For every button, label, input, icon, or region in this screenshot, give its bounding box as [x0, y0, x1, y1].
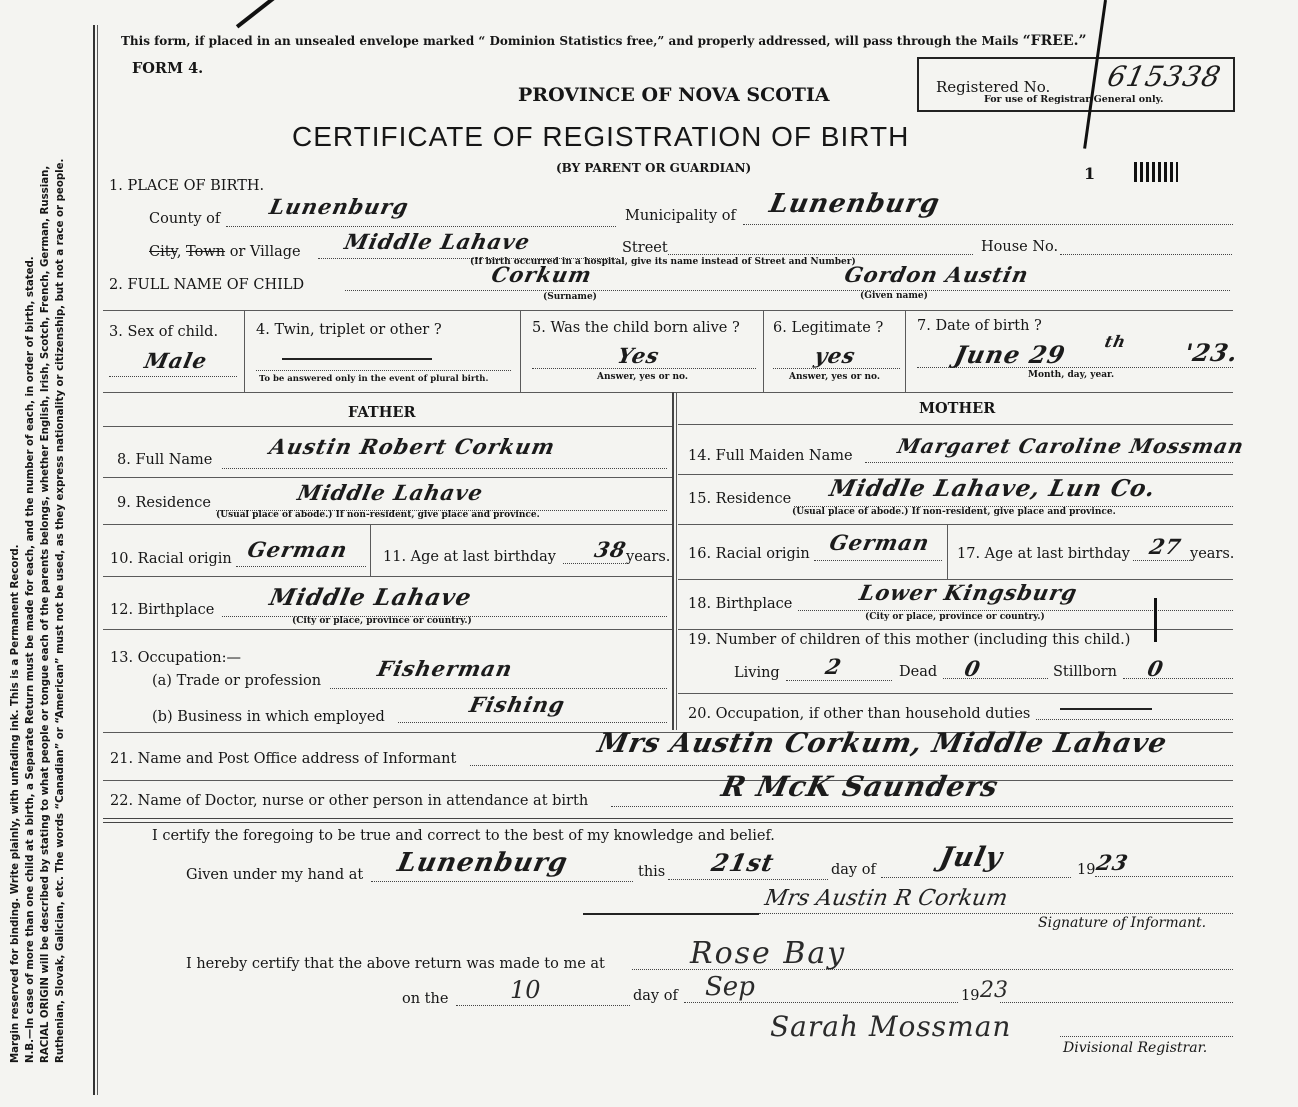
margin-note-2: N.B.—In case of more than one child at a birth, a Separate Return must be made for each, and the number of each, in order of birth, stated. — [25, 256, 36, 1063]
on-the-label: on the — [402, 991, 449, 1007]
twin-note: To be answered only in the event of plural birth. — [259, 374, 489, 384]
trade-label: (a) Trade or profession — [152, 673, 322, 689]
this-label: this — [638, 864, 666, 880]
mother-years-label: years. — [1190, 546, 1235, 562]
child-given-name: Gordon Austin — [842, 262, 1032, 287]
doctor-label: 22. Name of Doctor, nurse or other person in attendance at birth — [110, 793, 589, 809]
alive-label: 5. Was the child born alive ? — [532, 320, 740, 336]
margin-note-1: Margin reserved for binding. Write plainly, with unfading ink. This is a Permanent Record. — [10, 544, 21, 1063]
certify-day-of-label: day of — [831, 862, 876, 878]
mail-notice: This form, if placed in an unsealed envelope marked “ Dominion Statistics free,” and properly addressed, will pass through the Mails “FREE.” — [121, 33, 1087, 49]
informant-signature: Mrs Austin R Corkum — [762, 886, 1010, 911]
father-age: 38 — [592, 537, 629, 562]
place-heading: 1. PLACE OF BIRTH. — [109, 178, 265, 194]
registrar-signature-label: Divisional Registrar. — [1063, 1040, 1208, 1056]
trade-value: Fisherman — [375, 656, 516, 681]
alive-value: Yes — [615, 343, 663, 368]
mother-residence: Middle Lahave, Lun Co. — [827, 475, 1159, 502]
father-racial: German — [245, 537, 351, 562]
business-value: Fishing — [467, 692, 568, 717]
father-residence: Middle Lahave — [295, 480, 486, 505]
registrar-month: Sep — [705, 972, 755, 1002]
doctor-value: R McK Saunders — [718, 770, 1002, 803]
house-label: House No. — [981, 239, 1059, 255]
scribble-mark — [1134, 162, 1178, 182]
dob-value: June 29 — [951, 340, 1069, 369]
father-racial-label: 10. Racial origin — [110, 551, 232, 567]
father-birthplace: Middle Lahave — [267, 584, 475, 611]
certify-day: 21st — [708, 848, 778, 877]
child-surname: Corkum — [489, 262, 595, 287]
registrar-place: Rose Bay — [690, 936, 847, 971]
province-heading: PROVINCE OF NOVA SCOTIA — [518, 84, 830, 106]
certify-year-prefix: 19 — [1077, 862, 1096, 878]
margin-notes — [8, 63, 98, 1063]
mother-name: Margaret Caroline Mossman — [895, 434, 1247, 458]
county-value: Lunenburg — [267, 194, 412, 219]
living-label: Living — [734, 665, 780, 681]
certify-text: I certify the foregoing to be true and correct to the best of my knowledge and belief. — [152, 828, 775, 844]
mother-age-label: 17. Age at last birthday — [957, 546, 1130, 562]
registrar-use-note: For use of Registrar General only. — [984, 94, 1164, 105]
section-divider — [103, 818, 1233, 823]
legitimate-note: Answer, yes or no. — [789, 372, 880, 382]
hospital-note: (If birth occurred in a hospital, give its name instead of Street and Number) — [470, 257, 856, 267]
margin-rule-inner — [97, 25, 98, 1095]
registrar-text: I hereby certify that the above return was made to me at — [186, 956, 605, 972]
legitimate-label: 6. Legitimate ? — [773, 320, 884, 336]
informant-value: Mrs Austin Corkum, Middle Lahave — [594, 728, 1171, 759]
margin-rule — [93, 25, 95, 1095]
child-name-label: 2. FULL NAME OF CHILD — [109, 277, 305, 293]
sex-value: Male — [142, 348, 210, 373]
dob-label: 7. Date of birth ? — [917, 318, 1042, 334]
registrar-year-suffix: 23 — [980, 978, 1008, 1003]
column-divider — [672, 392, 674, 730]
surname-note: (Surname) — [543, 292, 597, 302]
father-years-label: years. — [626, 549, 671, 565]
twin-label: 4. Twin, triplet or other ? — [256, 322, 442, 338]
children-label: 19. Number of children of this mother (including this child.) — [688, 632, 1131, 648]
certify-year-suffix: 23 — [1094, 850, 1131, 875]
certificate-subtitle: (BY PARENT OR GUARDIAN) — [556, 161, 752, 175]
father-residence-note: (Usual place of abode.) If non-resident, give place and province. — [216, 510, 540, 520]
ink-mark — [236, 0, 276, 28]
mother-birthplace: Lower Kingsburg — [857, 580, 1080, 605]
informant-signature-label: Signature of Informant. — [1038, 915, 1207, 931]
mother-heading: MOTHER — [919, 400, 996, 417]
registrar-day-of-label: day of — [633, 988, 678, 1004]
dob-suffix: th — [1102, 332, 1129, 351]
registered-number: 615338 — [1104, 60, 1225, 93]
registrar-signature: Sarah Mossman — [770, 1010, 1012, 1043]
father-residence-label: 9. Residence — [117, 495, 211, 511]
informant-label: 21. Name and Post Office address of Informant — [110, 751, 457, 767]
stillborn-label: Stillborn — [1053, 664, 1117, 680]
mother-racial: German — [827, 530, 933, 555]
pen-stroke-2 — [1154, 598, 1157, 642]
business-label: (b) Business in which employed — [152, 709, 385, 725]
city-town-label: City, Town or Village — [149, 244, 301, 260]
mother-age: 27 — [1147, 534, 1184, 559]
living-value: 2 — [823, 654, 845, 679]
father-occupation-label: 13. Occupation:— — [110, 650, 241, 666]
street-label: Street — [622, 240, 668, 256]
given-name-note: (Given name) — [860, 291, 928, 301]
dob-note: Month, day, year. — [1028, 370, 1115, 380]
mother-birthplace-label: 18. Birthplace — [688, 596, 793, 612]
mother-residence-label: 15. Residence — [688, 491, 792, 507]
margin-note-3: RACIAL ORIGIN will be described by stating to what people or tongue each of the parents belongs, whether English, Irish, Scotch, French, German, Russian, — [40, 165, 51, 1063]
father-name: Austin Robert Corkum — [267, 434, 558, 459]
municipality-value: Lunenburg — [766, 189, 943, 219]
county-label: County of — [149, 211, 221, 227]
margin-note-4: Ruthenian, Slovak, Galician, etc. The words “Canadian” or “American” must not be used, as they express nationality or citizenship, but not a race or people. — [55, 158, 66, 1063]
mother-occupation-label: 20. Occupation, if other than household duties — [688, 706, 1031, 722]
sex-label: 3. Sex of child. — [109, 324, 219, 340]
father-birthplace-note: (City or place, province or country.) — [292, 616, 472, 626]
mother-birthplace-note: (City or place, province or country.) — [865, 612, 1045, 622]
registered-label: Registered No. — [936, 78, 1051, 96]
given-under-label: Given under my hand at — [186, 867, 364, 883]
father-name-label: 8. Full Name — [117, 452, 213, 468]
dob-year: '23. — [1181, 338, 1242, 367]
mother-racial-label: 16. Racial origin — [688, 546, 810, 562]
dead-label: Dead — [899, 664, 938, 680]
corner-mark: 1 — [1084, 164, 1096, 183]
alive-note: Answer, yes or no. — [597, 372, 688, 382]
mother-residence-note: (Usual place of abode.) If non-resident, give place and province. — [792, 507, 1116, 517]
certify-place: Lunenburg — [394, 848, 571, 878]
mother-name-label: 14. Full Maiden Name — [688, 448, 853, 464]
village-value: Middle Lahave — [342, 229, 533, 254]
certify-month: July — [936, 842, 1006, 873]
legitimate-value: yes — [812, 343, 859, 368]
form-number: FORM 4. — [132, 60, 204, 77]
father-heading: FATHER — [348, 404, 416, 421]
father-age-label: 11. Age at last birthday — [383, 549, 556, 565]
dead-value: 0 — [962, 656, 984, 681]
municipality-label: Municipality of — [625, 208, 736, 224]
registrar-year-prefix: 19 — [961, 988, 980, 1004]
father-birthplace-label: 12. Birthplace — [110, 602, 215, 618]
stillborn-value: 0 — [1145, 656, 1167, 681]
certificate-title: CERTIFICATE OF REGISTRATION OF BIRTH — [292, 121, 910, 152]
registrar-day: 10 — [510, 976, 541, 1004]
